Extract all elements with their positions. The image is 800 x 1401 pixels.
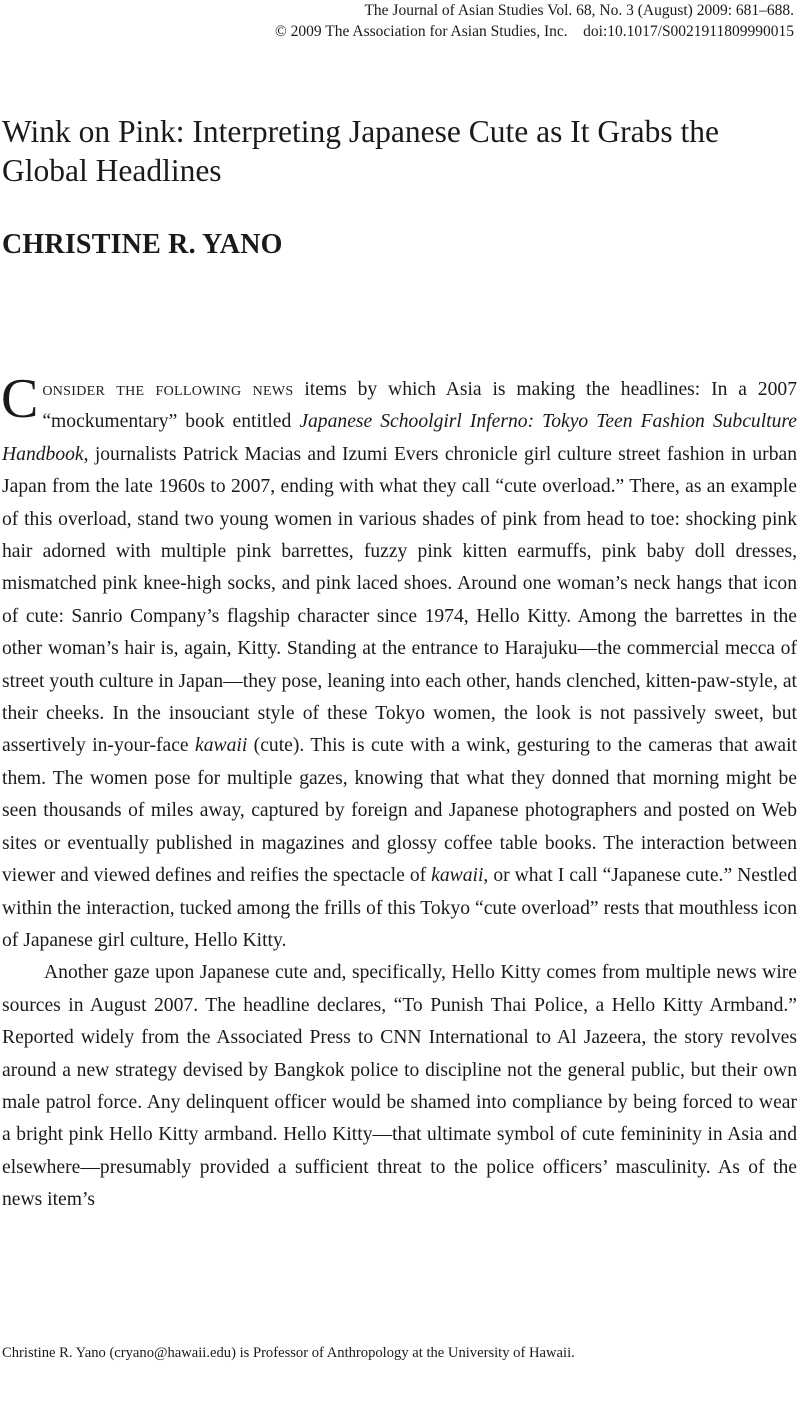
opening-small-caps: onsider the following news: [42, 379, 294, 400]
book-title: Japanese Schoolgirl Inferno: Tokyo Teen Fashion Subculture Handbook: [2, 411, 797, 465]
paragraph-text: items by which Asia is making the headlines: In a 2007 “mockumentary” book entitled: [42, 379, 797, 433]
paragraph-text: , journalists Patrick Macias and Izumi Evers chronicle girl culture street fashion in urban Japan from the late 1960s to 2007, ending with what they call “cute overload.” There, as an example of this overload, stand two young women in various shades of pink from head to toe: shocking pink hair adorned with multiple pink barrettes, fuzzy pink kitten earmuffs, pink baby doll dresses, mismatched pink knee-high socks, and pink laced shoes. Around one woman’s neck hangs that icon of cute: Sanrio Company’s flagship character since 1974, Hello Kitty. Among the barrettes in the other woman’s hair is, again, Kitty. Standing at the entrance to Harajuku—the commercial mecca of street youth culture in Japan—they pose, leaning into each other, hands clenched, kitten-paw-style, at their cheeks. In the insouciant style of these Tokyo women, the look is not passively sweet, but assertively in-your-face: [2, 443, 797, 757]
body-paragraph-1: [1, 368, 797, 957]
article-title: Wink on Pink: Interpreting Japanese Cute as It Grabs the Global Headlines: [2, 114, 719, 188]
body-paragraph-2: Another gaze upon Japanese cute and, specifically, Hello Kitty comes from multiple news wire sources in August 2007. The headline declares, “To Punish Thai Police, a Hello Kitty Armband.” Reported widely from the Associated Press to CNN International to Al Jazeera, the story revolves around a new strategy devised by Bangkok police to discipline not the general public, but their own male patrol force. Any delinquent officer would be shamed into compliance by being forced to wear a bright pink Hello Kitty armband. Hello Kitty—that ultimate symbol of cute femininity in Asia and elsewhere—presumably provided a sufficient threat to the police officers’ masculinity. As of the news item’s: [2, 962, 797, 1211]
author-footnote: Christine R. Yano (cryano@hawaii.edu) is Professor of Anthropology at the University of Hawaii.: [2, 1345, 575, 1361]
article-body: [1, 368, 797, 1217]
journal-citation: The Journal of Asian Studies Vol. 68, No. 3 (August) 2009: 681–688.: [364, 2, 794, 19]
paragraph-text: , or what I call “Japanese cute.” Nestled within the interaction, tucked among the frills of this Tokyo “cute overload” rests that mouthless icon of Japanese girl culture, Hello Kitty.: [2, 865, 797, 951]
paragraph-text: (cute). This is cute with a wink, gesturing to the cameras that await them. The women pose for multiple gazes, knowing that what they donned that morning might be seen thousands of miles away, captured by foreign and Japanese photographers and posted on Web sites or eventually published in magazines and glossy coffee table books. The interaction between viewer and viewed defines and reifies the spectacle of: [2, 735, 797, 887]
copyright-doi-line: © 2009 The Association for Asian Studies, Inc. doi:10.1017/S0021911809990015: [275, 23, 794, 40]
article-author: CHRISTINE R. YANO: [2, 229, 283, 260]
italic-term: kawaii: [195, 735, 248, 757]
drop-cap: C: [1, 368, 39, 430]
italic-term: kawaii: [431, 865, 484, 887]
running-head: [275, 0, 794, 42]
